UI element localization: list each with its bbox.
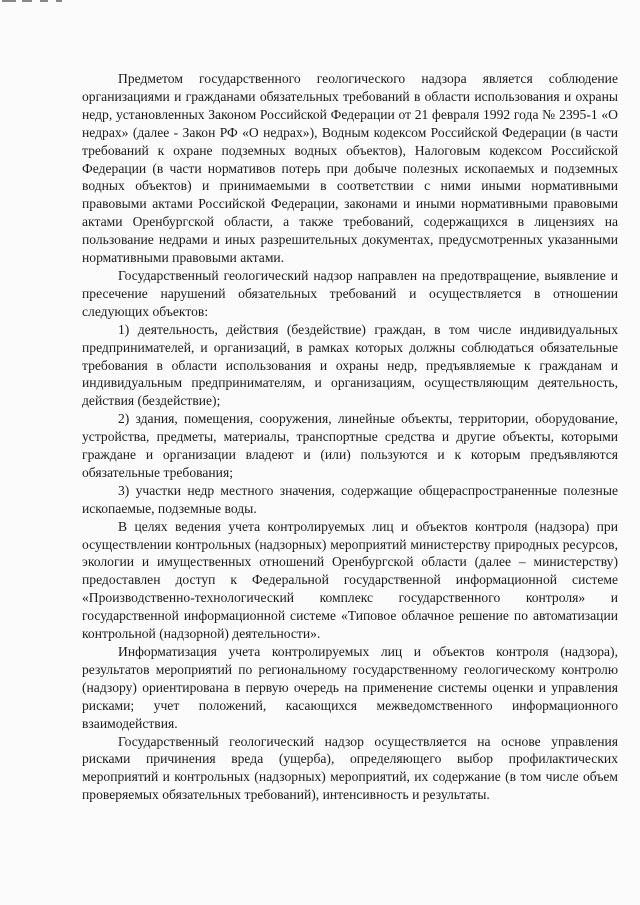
scan-mark (40, 0, 48, 2)
paragraph-subject: Предметом государственного геологического надзора является соблюдение организациями и гражданами обязательных требований в области использования и охраны недр, установленных Законом Российской Федерации от 21 февраля 1992 года № 2395-1 «О недрах» (далее - Закон РФ «О недрах»), Водным кодексом Российской Федерации (в части требований к охране подземных водных объектов), Налоговым кодексом Российской Федерации (в части нормативов потерь при добыче полезных ископаемых и подземных водных объектов) и принимаемыми в соответствии с ними иными нормативными правовыми актами Российской Федерации, законами и иными нормативными правовыми актами Оренбургской области, а также требований, содержащихся в лицензиях на пользование недрами и иных разрешительных документах, предусмотренных указанными нормативными правовыми актами. (82, 71, 618, 266)
paragraph-item-1: 1) деятельность, действия (бездействие) граждан, в том числе индивидуальных предпринимателей, и организаций, в рамках которых должны соблюдаться обязательные требования в области использования и охраны недр, предъявляемые к гражданам и индивидуальным предпринимателям, и организациям, осуществляющим деятельность, действия (бездействие); (82, 321, 618, 409)
scan-mark (22, 0, 32, 2)
paragraph-item-2: 2) здания, помещения, сооружения, линейные объекты, территории, оборудование, устройства, предметы, материалы, транспортные средства и другие объекты, которыми граждане и организации владеют и (или) пользуются и к которым предъявляются обязательные требования; (82, 411, 618, 480)
paragraph-risk-management: Государственный геологический надзор осуществляется на основе управления рисками причинения вреда (ущерба), определяющего выбор профилактических мероприятий и контрольных (надзорных) мероприятий, их содержание (в том числе объем проверяемых обязательных требований), интенсивность и результаты. (82, 733, 618, 803)
paragraph-purpose: Государственный геологический надзор направлен на предотвращение, выявление и пресечение нарушений обязательных требований и осуществляется в отношении следующих объектов: (82, 267, 618, 319)
paragraph-informatization: Информатизация учета контролируемых лиц и объектов контроля (надзора), результатов мероприятий по региональному государственному геологическому контролю (надзору) ориентирована в первую очередь на применение системы оценки и управления рисками; учет положений, касающихся межведомственного информационного взаимодействия. (82, 644, 618, 731)
scan-edge-marks (0, 0, 80, 4)
scan-mark (56, 0, 62, 2)
document-body (82, 70, 618, 804)
paragraph-item-3: 3) участки недр местного значения, содержащие общераспространенные полезные ископаемые, подземные воды. (82, 482, 618, 516)
scan-mark (2, 0, 16, 2)
paragraph-accounting: В целях ведения учета контролируемых лиц и объектов контроля (надзора) при осуществлении контрольных (надзорных) мероприятий министерству природных ресурсов, экологии и имущественных отношений Оренбургской области (далее – министерству) предоставлен доступ к Федеральной государственной информационной системе «Производственно-технологический комплекс государственного контроля» и государственной информационной системе «Типовое облачное решение по автоматизации контрольной (надзорной) деятельности». (82, 518, 618, 642)
